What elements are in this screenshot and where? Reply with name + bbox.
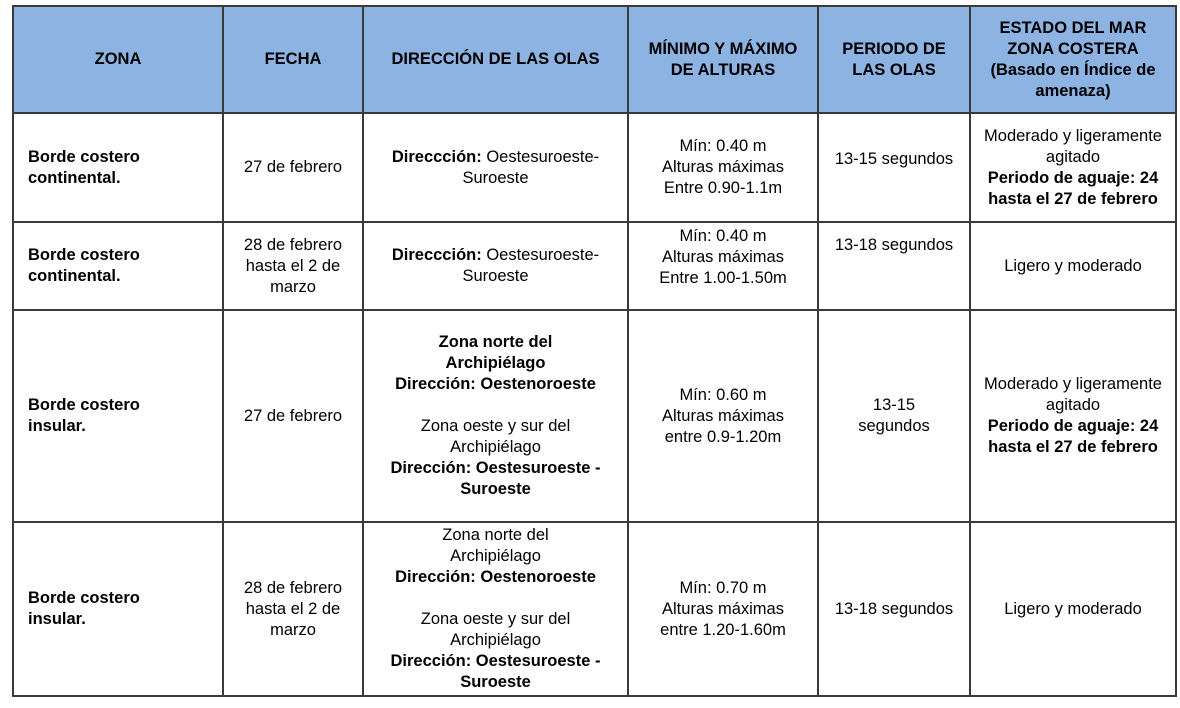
cell-alturas: Mín: 0.70 m Alturas máximas entre 1.20-1.60m — [628, 522, 818, 696]
header-direccion: DIRECCIÓN DE LAS OLAS — [363, 6, 628, 113]
cell-estado: Moderado y ligeramente agitado Periodo de aguaje: 24 hasta el 27 de febrero — [970, 113, 1176, 222]
cell-fecha: 27 de febrero — [223, 310, 363, 522]
cell-estado: Ligero y moderado — [970, 522, 1176, 696]
wave-forecast-table — [12, 5, 1177, 697]
cell-estado: Moderado y ligeramente agitado Periodo de aguaje: 24 hasta el 27 de febrero — [970, 310, 1176, 522]
cell-zona: Borde costero continental. — [13, 222, 223, 310]
cell-direccion: Direccción: Oestesuroeste- Suroeste — [363, 222, 628, 310]
table-row — [13, 222, 1176, 310]
table-row — [13, 310, 1176, 522]
cell-direccion: Zona norte del Archipiélago Dirección: Oestenoroeste Zona oeste y sur del Archipiélago Dirección: Oestesuroeste - Suroeste — [363, 522, 628, 696]
header-periodo: PERIODO DE LAS OLAS — [818, 6, 970, 113]
cell-alturas: Mín: 0.40 m Alturas máximas Entre 1.00-1.50m — [628, 222, 818, 310]
cell-alturas: Mín: 0.40 m Alturas máximas Entre 0.90-1.1m — [628, 113, 818, 222]
cell-fecha: 28 de febrero hasta el 2 de marzo — [223, 522, 363, 696]
cell-direccion: Direccción: Oestesuroeste- Suroeste — [363, 113, 628, 222]
table-row — [13, 113, 1176, 222]
header-fecha: FECHA — [223, 6, 363, 113]
cell-estado: Ligero y moderado — [970, 222, 1176, 310]
cell-periodo: 13-15 segundos — [818, 310, 970, 522]
cell-zona: Borde costero continental. — [13, 113, 223, 222]
cell-alturas: Mín: 0.60 m Alturas máximas entre 0.9-1.20m — [628, 310, 818, 522]
table-row — [13, 522, 1176, 696]
cell-fecha: 27 de febrero — [223, 113, 363, 222]
cell-periodo: 13-18 segundos — [818, 222, 970, 310]
cell-direccion: Zona norte del Archipiélago Dirección: Oestenoroeste Zona oeste y sur del Archipiélago Dirección: Oestesuroeste - Suroeste — [363, 310, 628, 522]
header-zona: ZONA — [13, 6, 223, 113]
cell-zona: Borde costero insular. — [13, 310, 223, 522]
header-alturas: MÍNIMO Y MÁXIMO DE ALTURAS — [628, 6, 818, 113]
cell-fecha: 28 de febrero hasta el 2 de marzo — [223, 222, 363, 310]
header-row — [13, 6, 1176, 113]
cell-zona: Borde costero insular. — [13, 522, 223, 696]
cell-periodo: 13-15 segundos — [818, 113, 970, 222]
cell-periodo: 13-18 segundos — [818, 522, 970, 696]
header-estado: ESTADO DEL MAR ZONA COSTERA (Basado en Índice de amenaza) — [970, 6, 1176, 113]
